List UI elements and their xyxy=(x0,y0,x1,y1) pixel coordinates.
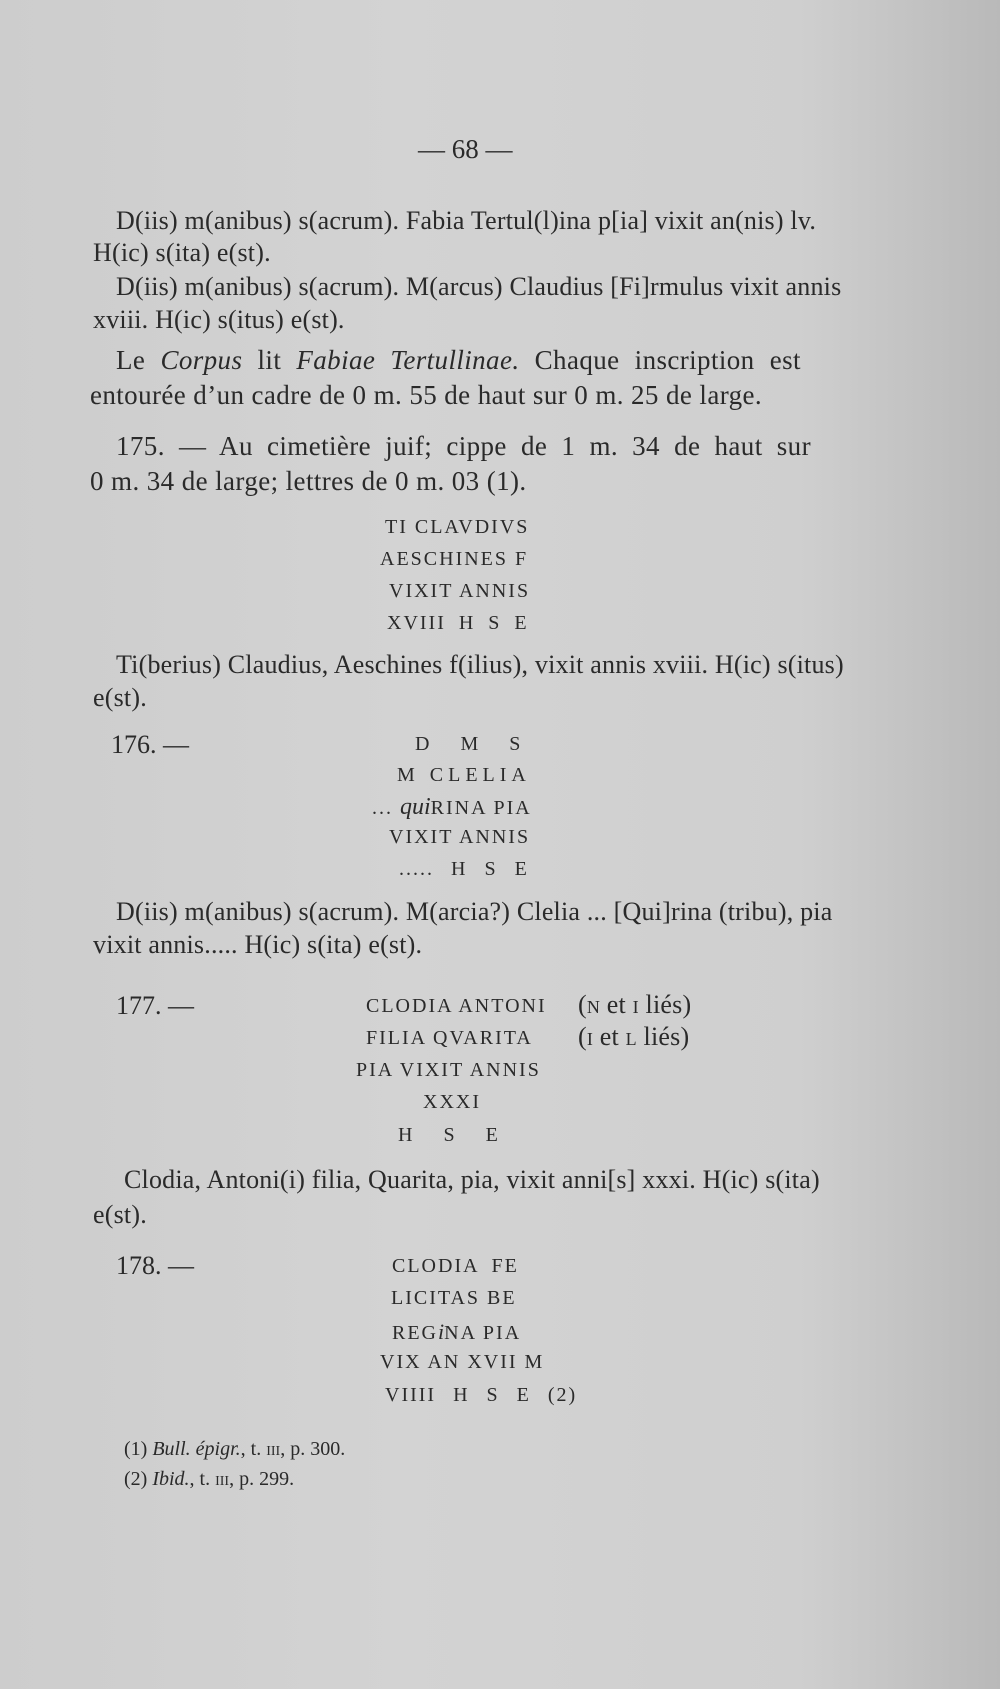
text-span: i xyxy=(586,1022,594,1051)
inscription-line: VIXIT ANNIS xyxy=(389,580,531,602)
italic-span: Ibid. xyxy=(152,1468,190,1490)
inscription-line: VIXIT ANNIS xyxy=(389,826,531,848)
text-span: lit xyxy=(242,345,297,375)
text-span: ( xyxy=(578,1022,587,1051)
inscription-line: XVIII H S E xyxy=(387,612,529,634)
text-span: et xyxy=(593,1022,626,1051)
ligature-note xyxy=(578,990,691,1020)
text-span: , t. xyxy=(189,1468,216,1490)
text-line: xviii. H(ic) s(itus) e(st). xyxy=(93,305,345,334)
inscription-line: H S E xyxy=(398,1124,500,1146)
footnote-1 xyxy=(124,1438,345,1461)
inscription-line: M CLELIA xyxy=(397,764,531,786)
text-line: H(ic) s(ita) e(st). xyxy=(93,238,271,267)
text-span: n xyxy=(586,990,601,1019)
entry-177-number: 177. — xyxy=(116,991,194,1020)
text-line: entourée d’un cadre de 0 m. 55 de haut sur 0 m. 25 de large. xyxy=(90,380,763,410)
entry-175-heading: 175. — Au cimetière juif; cippe de 1 m. 34 de haut sur xyxy=(116,431,811,461)
inscription-line: AESCHINES F xyxy=(380,548,529,570)
text-span: i xyxy=(632,990,639,1019)
inscription-line: VIIII H S E (2) xyxy=(385,1384,578,1406)
text-span: iii xyxy=(215,1468,230,1490)
text-line xyxy=(116,345,801,376)
entry-176-number: 176. — xyxy=(111,730,189,759)
text-line: e(st). xyxy=(93,683,147,712)
inscription-line: CLODIA FE xyxy=(392,1255,519,1277)
text-span: et xyxy=(600,990,633,1019)
italic-span: Bull. épigr. xyxy=(152,1438,241,1460)
page-number: — 68 — xyxy=(418,134,513,164)
text-line: D(iis) m(anibus) s(acrum). M(arcus) Claudius [Fi]rmulus vixit annis xyxy=(116,272,842,301)
ligature-note xyxy=(578,1022,689,1052)
text-span: (2) xyxy=(124,1468,153,1490)
text-line: D(iis) m(anibus) s(acrum). M(arcia?) Clelia ... [Qui]rina (tribu), pia xyxy=(116,897,833,926)
text-span: NA PIA xyxy=(444,1322,522,1344)
text-span: liés) xyxy=(636,1022,690,1051)
italic-span: Fabiae Tertullinae. xyxy=(296,345,520,375)
inscription-line xyxy=(372,794,532,821)
text-line: vixit annis..... H(ic) s(ita) e(st). xyxy=(93,930,423,959)
inscription-line: FILIA QVARITA xyxy=(366,1027,533,1049)
text-line: 0 m. 34 de large; lettres de 0 m. 03 (1). xyxy=(90,466,527,496)
inscription-line: TI CLAVDIVS xyxy=(385,516,530,538)
inscription-line: PIA VIXIT ANNIS xyxy=(356,1059,541,1081)
text-span: (1) xyxy=(124,1438,153,1460)
text-span: REG xyxy=(392,1322,438,1344)
italic-span: Corpus xyxy=(160,345,243,375)
text-span: , p. 299. xyxy=(229,1468,295,1490)
text-line: D(iis) m(anibus) s(acrum). Fabia Tertul(l)ina p[ia] vixit an(nis) lv. xyxy=(116,206,817,235)
text-span: Le xyxy=(116,345,161,375)
text-span: Chaque inscription est xyxy=(519,345,801,375)
text-span: l xyxy=(625,1022,637,1051)
inscription-line: VIX AN XVII M xyxy=(380,1351,545,1373)
inscription-line: D M S xyxy=(415,733,523,755)
text-line: Clodia, Antoni(i) filia, Quarita, pia, vixit anni[s] xxxi. H(ic) s(ita) xyxy=(124,1165,820,1194)
italic-span: i xyxy=(438,1319,445,1344)
text-span: , p. 300. xyxy=(280,1438,346,1460)
text-line: e(st). xyxy=(93,1200,147,1229)
text-span: iii xyxy=(266,1438,281,1460)
text-span: ( xyxy=(578,990,587,1019)
inscription-line: ..... H S E xyxy=(399,858,529,880)
inscription-line xyxy=(392,1319,521,1345)
entry-178-number: 178. — xyxy=(116,1251,194,1280)
italic-span: qui xyxy=(400,794,431,820)
text-span: liés) xyxy=(638,990,692,1019)
text-span: RINA PIA xyxy=(430,797,532,819)
text-span: , t. xyxy=(240,1438,267,1460)
inscription-line: XXXI xyxy=(423,1091,481,1113)
text-span: ... xyxy=(372,797,400,819)
inscription-line: CLODIA ANTONI xyxy=(366,995,547,1017)
footnote-2 xyxy=(124,1468,294,1491)
text-line: Ti(berius) Claudius, Aeschines f(ilius), vixit annis xviii. H(ic) s(itus) xyxy=(116,650,844,679)
inscription-line: LICITAS BE xyxy=(391,1287,517,1309)
